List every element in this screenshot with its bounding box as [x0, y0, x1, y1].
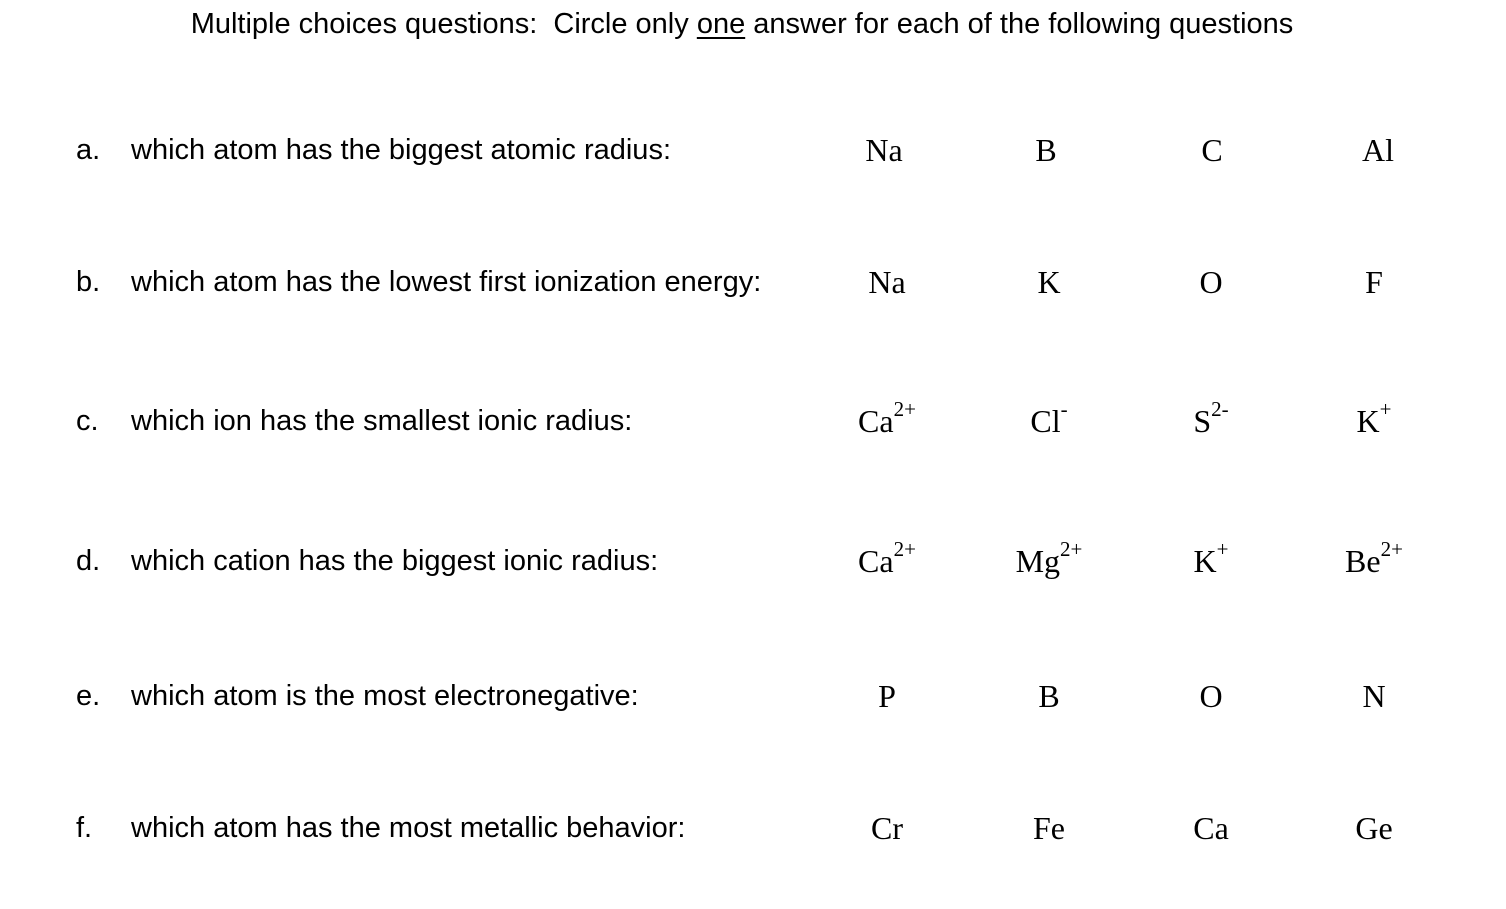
- choice-symbol: F: [1365, 264, 1383, 300]
- choice-charge: +: [1379, 397, 1392, 422]
- choice-symbol: Cl: [1030, 403, 1061, 439]
- answer-choice-2[interactable]: [969, 672, 1129, 720]
- answer-choice-3[interactable]: [1131, 537, 1291, 585]
- question-f: [0, 804, 1506, 852]
- answer-choice-4[interactable]: [1298, 126, 1458, 174]
- answer-choice-2[interactable]: [969, 258, 1129, 306]
- question-e: [0, 672, 1506, 720]
- choice-symbol: Ge: [1355, 810, 1393, 846]
- answer-choice-3[interactable]: [1131, 397, 1291, 445]
- answer-choice-2[interactable]: [969, 397, 1129, 445]
- question-letter: e.: [76, 680, 101, 712]
- question-text: which cation has the biggest ionic radius:: [131, 545, 659, 577]
- choice-symbol: Ca: [858, 403, 894, 439]
- choice-symbol: Ca: [1193, 810, 1229, 846]
- question-letter: f.: [76, 812, 93, 844]
- choice-charge: 2+: [893, 397, 916, 422]
- answer-choice-3[interactable]: [1132, 126, 1292, 174]
- choice-symbol: C: [1201, 132, 1223, 168]
- answer-choice-4[interactable]: [1294, 804, 1454, 852]
- title-text-after: answer for each of the following questions: [745, 8, 1294, 40]
- choice-symbol: P: [878, 678, 896, 714]
- choice-charge: 2+: [1060, 537, 1083, 562]
- choice-symbol: B: [1035, 132, 1057, 168]
- question-text: which atom is the most electronegative:: [131, 680, 639, 712]
- choice-charge: -: [1060, 397, 1068, 422]
- choice-symbol: K: [1193, 543, 1217, 579]
- answer-choice-3[interactable]: [1131, 804, 1291, 852]
- choice-symbol: Na: [868, 264, 906, 300]
- question-text: which atom has the most metallic behavior:: [131, 812, 686, 844]
- title-underlined-word: one: [696, 8, 746, 40]
- choice-charge: +: [1216, 537, 1229, 562]
- choice-symbol: N: [1362, 678, 1386, 714]
- choice-charge: 2+: [893, 537, 916, 562]
- answer-choice-4[interactable]: [1294, 258, 1454, 306]
- answer-choice-1[interactable]: [807, 397, 967, 445]
- page-title: [0, 6, 1484, 42]
- question-text: which ion has the smallest ionic radius:: [131, 405, 633, 437]
- answer-choice-2[interactable]: [969, 537, 1129, 585]
- question-b: [0, 258, 1506, 306]
- choice-symbol: Na: [865, 132, 903, 168]
- answer-choice-1[interactable]: [807, 804, 967, 852]
- choice-symbol: Al: [1362, 132, 1394, 168]
- question-letter: a.: [76, 134, 101, 166]
- question-letter: d.: [76, 545, 101, 577]
- answer-choice-2[interactable]: [969, 804, 1129, 852]
- answer-choice-4[interactable]: [1294, 397, 1454, 445]
- choice-symbol: S: [1193, 403, 1212, 439]
- choice-symbol: Mg: [1015, 543, 1061, 579]
- answer-choice-4[interactable]: [1294, 537, 1454, 585]
- question-text: which atom has the lowest first ionization energy:: [131, 266, 762, 298]
- choice-symbol: Be: [1345, 543, 1381, 579]
- answer-choice-1[interactable]: [807, 672, 967, 720]
- choice-symbol: Fe: [1033, 810, 1065, 846]
- question-a: [0, 126, 1506, 174]
- choice-symbol: B: [1038, 678, 1060, 714]
- answer-choice-1[interactable]: [804, 126, 964, 174]
- question-text: which atom has the biggest atomic radius:: [131, 134, 671, 166]
- choice-symbol: K: [1356, 403, 1380, 439]
- answer-choice-4[interactable]: [1294, 672, 1454, 720]
- answer-choice-3[interactable]: [1131, 258, 1291, 306]
- choice-symbol: O: [1199, 264, 1223, 300]
- answer-choice-1[interactable]: [807, 537, 967, 585]
- question-d: [0, 537, 1506, 585]
- question-letter: c.: [76, 405, 99, 437]
- choice-symbol: K: [1037, 264, 1061, 300]
- title-text-before: Multiple choices questions: Circle only: [190, 8, 697, 40]
- answer-choice-3[interactable]: [1131, 672, 1291, 720]
- question-c: [0, 397, 1506, 445]
- answer-choice-1[interactable]: [807, 258, 967, 306]
- choice-symbol: O: [1199, 678, 1223, 714]
- answer-choice-2[interactable]: [966, 126, 1126, 174]
- choice-charge: 2-: [1211, 397, 1229, 422]
- choice-symbol: Cr: [871, 810, 903, 846]
- choice-charge: 2+: [1380, 537, 1403, 562]
- question-letter: b.: [76, 266, 101, 298]
- choice-symbol: Ca: [858, 543, 894, 579]
